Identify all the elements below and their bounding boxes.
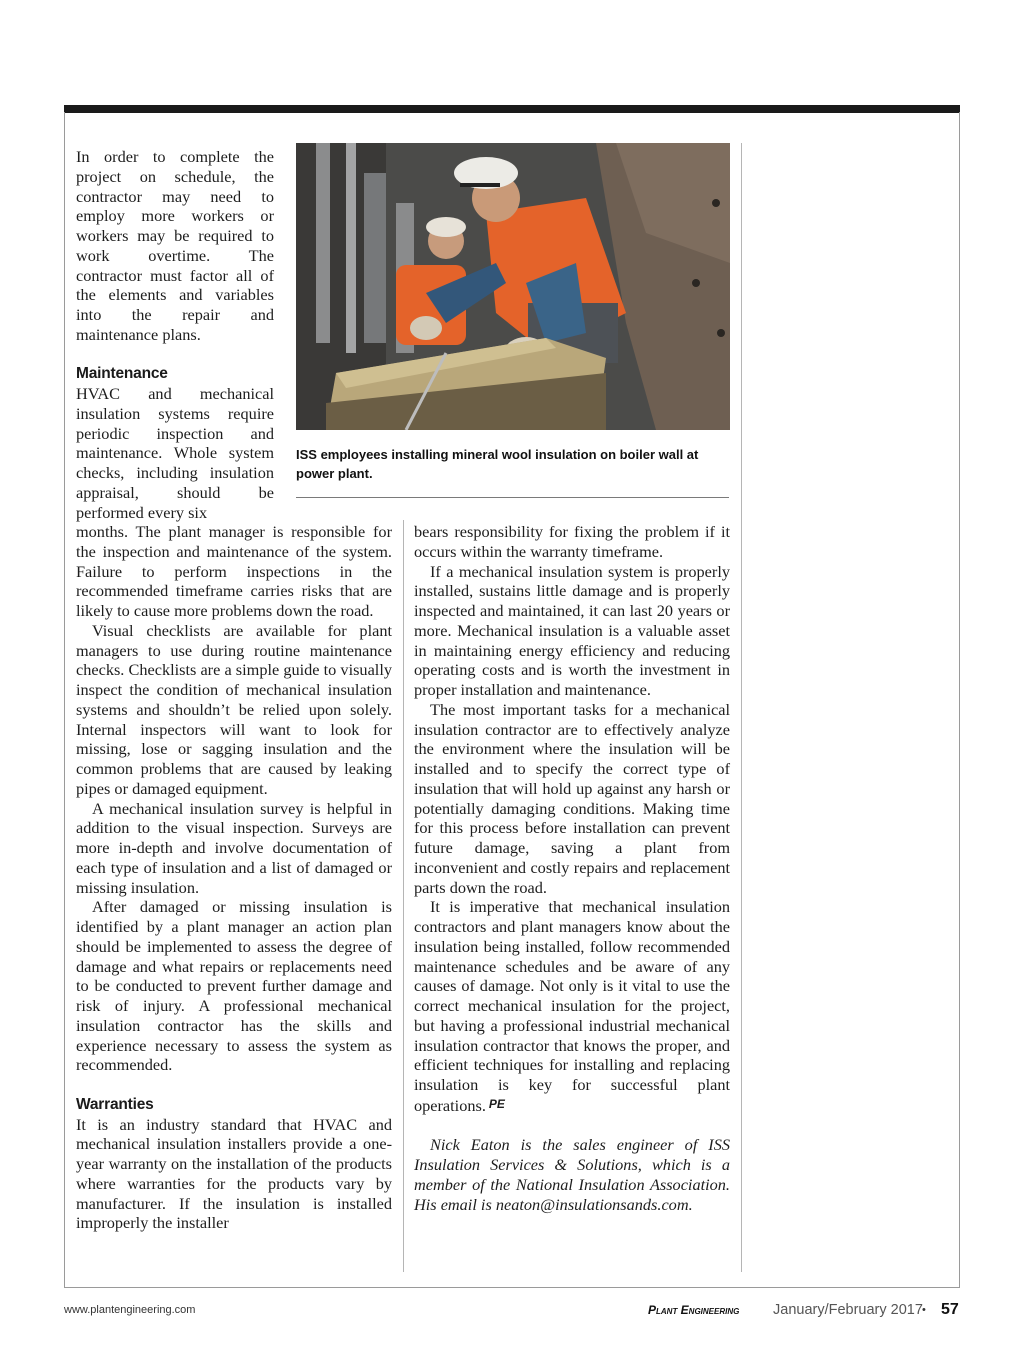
left-column-lower [76,522,392,1233]
workers-installing-insulation-photo [296,143,730,430]
caption-rule [296,497,729,498]
col2-paragraph-4-text: It is imperative that mechanical insulation contractors and plant managers know about the insulation being installed, follow recommended maintenance schedules and be aware of any causes of damage. Not only is it vital to use the correct mechanical insulation for the project, but having a professional industrial mechanical insulation contractor that knows the proper, and efficient techniques for installing and replacing insulation is key for successful plant operations. [414,897,730,1115]
maintenance-heading: Maintenance [76,365,168,383]
col2-paragraph-4 [414,897,730,1115]
author-bio: Nick Eaton is the sales engineer of ISS Insulation Services & Solutions, which is a member of the National Insulation Association. His email is neaton@insulationsands.com. [414,1135,730,1214]
col2-paragraph-2: If a mechanical insulation system is properly installed, sustains little damage and is properly inspected and maintained, it can last 20 years or more. Mechanical insulation is a valuable asset in maintaining energy efficiency and reducing operating costs and is worth the investment in proper installation and maintenance. [414,561,730,699]
footer-magazine-name: Plant Engineering [648,1303,740,1317]
maintenance-paragraph-1-part-2: months. The plant manager is responsible for the inspection and maintenance of the system. Failure to perform inspections in the recommended timeframe carries risks that are likely to cause more problems down the road. [76,522,392,620]
intro-paragraph: In order to complete the project on schedule, the contractor may need to employ more workers or workers may be required to work overtime. The contractor must factor all of the elements and variables into the repair and maintenance plans. [76,147,274,344]
column-divider [403,520,404,1272]
maintenance-paragraph-2: Visual checklists are available for plant managers to use during routine maintenance checks. Checklists are a simple guide to visually inspect the condition of mechanical insulation systems and shouldn’t be relied upon solely. Internal inspectors will want to look for missing, lose or sagging insulation and the common problems that are caused by leaking pipes or damaged equipment. [76,620,392,798]
maintenance-paragraph-3: A mechanical insulation survey is helpful in addition to the visual inspection. Surveys are more in-depth and involve documentation of each type of insulation and a list of damaged or missing insulation. [76,798,392,897]
footer-issue-date: January/February 2017 [773,1302,923,1318]
warranties-heading: Warranties [76,1095,154,1113]
footer-url[interactable]: www.plantengineering.com [64,1304,196,1316]
maintenance-paragraph-1-part-1: HVAC and mechanical insulation systems require periodic inspection and maintenance. Whole system checks, including insulation appraisal, should be performed every six [76,384,274,522]
photo-illustration [296,143,730,430]
footer-separator: • [922,1304,926,1316]
right-margin-rule [741,143,742,1272]
right-column [414,522,730,1214]
end-mark-pe-logo: PE [488,1096,505,1111]
photo-caption: ISS employees installing mineral wool insulation on boiler wall at power plant. [296,447,699,481]
left-column-upper [76,147,274,522]
page-number: 57 [941,1301,959,1318]
maintenance-paragraph-4: After damaged or missing insulation is identified by a plant manager an action plan should be implemented to assess the degree of damage and what repairs or replacements need to be conducted to prevent further damage and risk of injury. A professional mechanical insulation contractor has the skills and experience necessary to assess the system as recommended. [76,897,392,1075]
col2-paragraph-1: bears responsibility for fixing the problem if it occurs within the warranty timeframe. [414,522,730,561]
warranties-paragraph-1: It is an industry standard that HVAC and mechanical insulation installers provide a one-year warranty on the installation of the products where warranties for the products vary by manufacturer. If the insulation is installed improperly the installer [76,1114,392,1233]
col2-paragraph-3: The most important tasks for a mechanical insulation contractor are to effectively analyze the environment where the insulation will be installed and to specify the correct type of insulation that will hold up against any harsh or potentially damaging conditions. Making time for this process before installation can prevent future damage, saving a plant from inconvenient and costly repairs and replacement parts down the road. [414,699,730,897]
